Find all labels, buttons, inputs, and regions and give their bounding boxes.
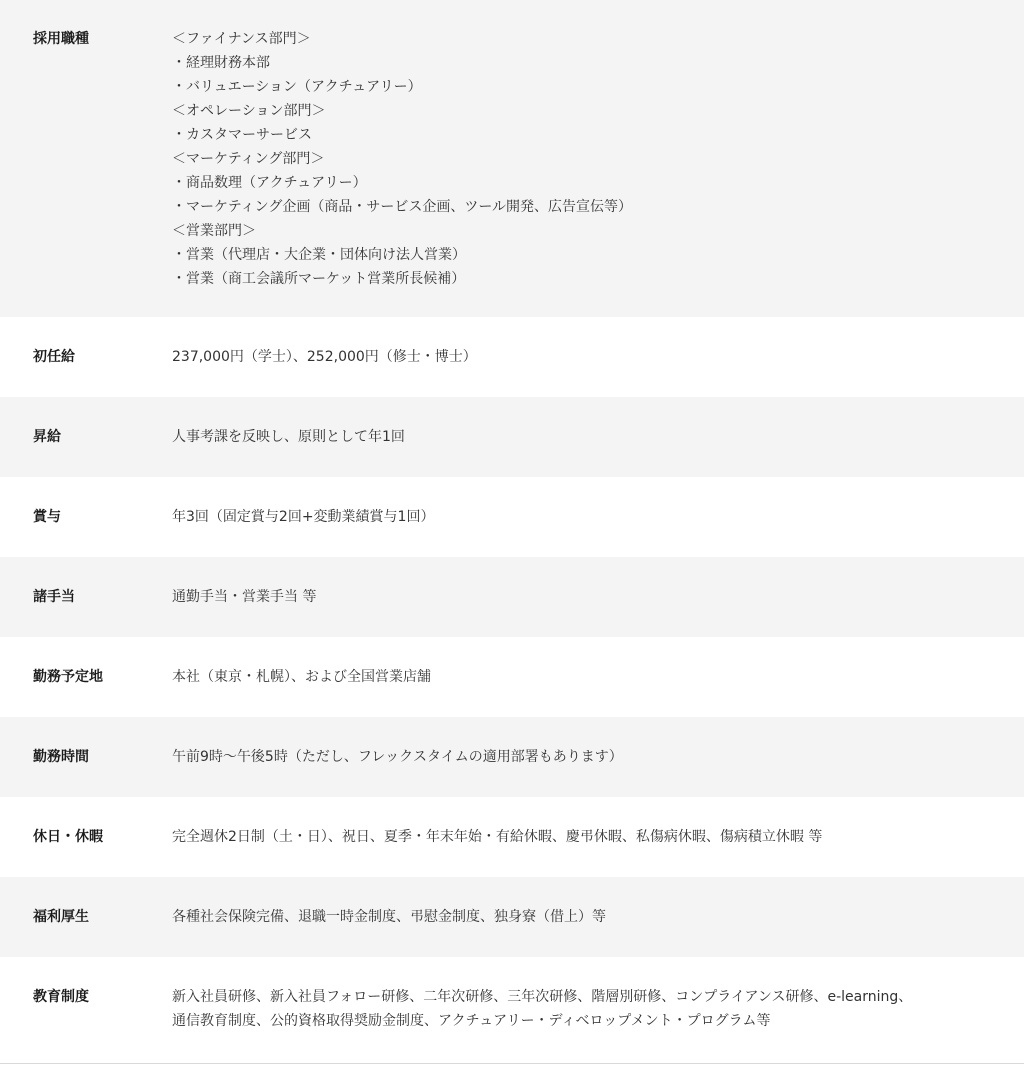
row-raise <box>0 397 1024 477</box>
value-line: ・営業（代理店・大企業・団体向け法人営業） <box>172 247 466 263</box>
row-label: 勤務時間 <box>33 749 89 765</box>
row-value <box>172 665 1024 689</box>
row-value <box>172 345 1024 369</box>
row-label: 諸手当 <box>33 589 75 605</box>
row-label: 昇給 <box>33 429 61 445</box>
value-line: ・バリュエーション（アクチュアリー） <box>172 79 422 95</box>
row-positions <box>0 0 1024 317</box>
value-line: 年3回（固定賞与2回+変動業績賞与1回） <box>172 509 435 525</box>
row-value <box>172 585 1024 609</box>
value-line: 通勤手当・営業手当 等 <box>172 589 317 605</box>
row-holidays <box>0 797 1024 877</box>
row-value <box>172 985 1024 1033</box>
value-line: ・商品数理（アクチュアリー） <box>172 175 367 191</box>
row-value <box>172 505 1024 529</box>
row-value <box>172 825 1024 849</box>
row-label: 休日・休暇 <box>33 829 103 845</box>
value-line: ・経理財務本部 <box>172 55 270 71</box>
value-line: ・営業（商工会議所マーケット営業所長候補） <box>172 271 466 287</box>
value-line: 237,000円（学士）、252,000円（修士・博士） <box>172 349 477 365</box>
value-line: 午前9時～午後5時（ただし、フレックスタイムの適用部署もあります） <box>172 749 623 765</box>
value-line: 各種社会保険完備、退職一時金制度、弔慰金制度、独身寮（借上）等 <box>172 909 606 925</box>
value-line: 本社（東京・札幌）、および全国営業店舗 <box>172 669 431 685</box>
row-work-location <box>0 637 1024 717</box>
row-starting-salary <box>0 317 1024 397</box>
row-label: 賞与 <box>33 509 61 525</box>
value-line: ・マーケティング企画（商品・サービス企画、ツール開発、広告宣伝等） <box>172 199 633 215</box>
row-value <box>172 905 1024 929</box>
row-work-hours <box>0 717 1024 797</box>
value-line: 人事考課を反映し、原則として年1回 <box>172 429 405 445</box>
row-allowances <box>0 557 1024 637</box>
value-line: ＜マーケティング部門＞ <box>172 151 325 167</box>
value-line: ＜ファイナンス部門＞ <box>172 31 311 47</box>
row-benefits <box>0 877 1024 957</box>
value-line: 完全週休2日制（土・日）、祝日、夏季・年末年始・有給休暇、慶弔休暇、私傷病休暇、傷病積立休暇 等 <box>172 829 823 845</box>
row-bonus <box>0 477 1024 557</box>
row-value <box>172 27 1024 291</box>
row-label: 教育制度 <box>33 989 89 1005</box>
row-value <box>172 745 1024 769</box>
value-line: ＜営業部門＞ <box>172 223 256 239</box>
row-label: 採用職種 <box>33 31 89 47</box>
value-line: ・カスタマーサービス <box>172 127 312 143</box>
value-line: 新入社員研修、新入社員フォロー研修、二年次研修、三年次研修、階層別研修、コンプライアンス研修、e-learning、 <box>172 989 913 1005</box>
row-label: 福利厚生 <box>33 909 89 925</box>
row-value <box>172 425 1024 449</box>
row-training <box>0 957 1024 1063</box>
value-line: ＜オペレーション部門＞ <box>172 103 326 119</box>
row-label: 初任給 <box>33 349 75 365</box>
value-line: 通信教育制度、公的資格取得奨励金制度、アクチュアリー・ディベロップメント・プログラム等 <box>172 1013 771 1029</box>
row-label: 勤務予定地 <box>33 669 103 685</box>
